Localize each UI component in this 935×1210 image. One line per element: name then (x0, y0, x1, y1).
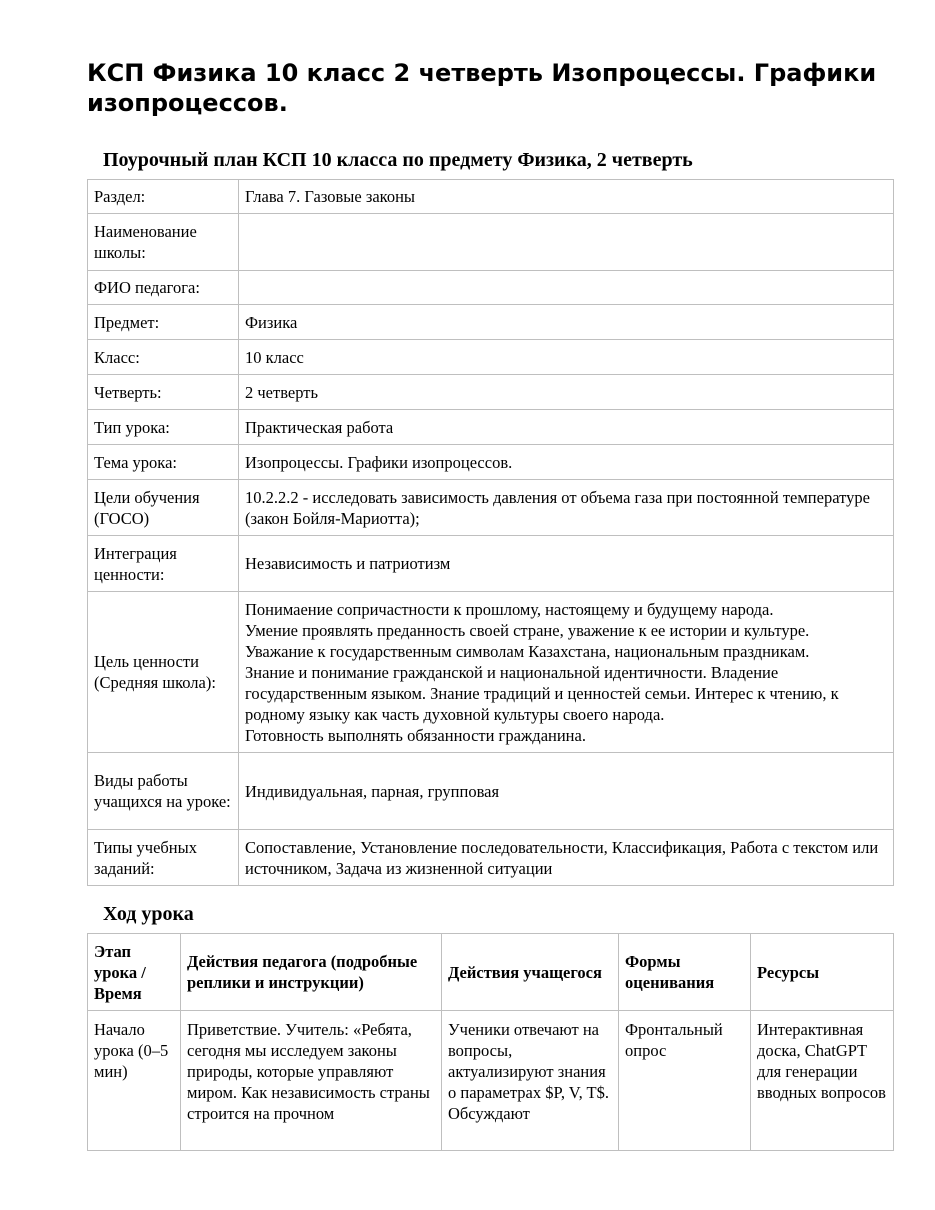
row-label: ФИО педагога: (88, 271, 239, 305)
row-value: Практическая работа (239, 410, 894, 445)
table-row (88, 410, 894, 445)
resources-cell: Интерактивная доска, ChatGPT для генерации вводных вопросов (751, 1011, 894, 1151)
row-value: Физика (239, 305, 894, 340)
row-label: Наименование школы: (88, 214, 239, 271)
column-header-assessment: Формы оценивания (619, 934, 751, 1011)
row-value: 10 класс (239, 340, 894, 375)
column-header-student-actions: Действия учащегося (442, 934, 619, 1011)
assessment-cell: Фронтальный опрос (619, 1011, 751, 1151)
row-value (239, 271, 894, 305)
student-actions-cell: Ученики отвечают на вопросы, актуализируют знания о параметрах $P, V, T$. Обсуждают (442, 1011, 619, 1151)
table-row (88, 340, 894, 375)
stage-cell: Начало урока (0–5 мин) (88, 1011, 181, 1151)
row-label: Интеграция ценности: (88, 536, 239, 592)
row-value (239, 214, 894, 271)
row-value: Изопроцессы. Графики изопроцессов. (239, 445, 894, 480)
row-label: Тема урока: (88, 445, 239, 480)
table-header-row (88, 934, 894, 1011)
row-label: Предмет: (88, 305, 239, 340)
lesson-flow-heading: Ход урока (103, 903, 194, 925)
table-row (88, 592, 894, 753)
row-value: Индивидуальная, парная, групповая (239, 753, 894, 830)
table-row (88, 445, 894, 480)
row-label: Тип урока: (88, 410, 239, 445)
table-row (88, 480, 894, 536)
teacher-actions-cell: Приветствие. Учитель: «Ребята, сегодня мы исследуем законы природы, которые управляют миром. Как независимость страны строится на прочном (181, 1011, 442, 1151)
table-row (88, 305, 894, 340)
table-row (88, 375, 894, 410)
column-header-teacher-actions: Действия педагога (подробные реплики и инструкции) (181, 934, 442, 1011)
row-label: Цели обучения (ГОСО) (88, 480, 239, 536)
row-label: Класс: (88, 340, 239, 375)
plan-info-table (87, 179, 894, 886)
table-row (88, 271, 894, 305)
row-label: Цель ценности (Средняя школа): (88, 592, 239, 753)
row-label: Виды работы учащихся на уроке: (88, 753, 239, 830)
table-row (88, 536, 894, 592)
row-value: Понимаение сопричастности к прошлому, настоящему и будущему народа. Умение проявлять преданность своей стране, уважение к ее истории и культуре. Уважание к государственным символам Казахстана, национальным праздникам. Знание и понимание гражданской и национальной идентичности. Владение государственным языком. Знание традиций и ценностей семьи. Интерес к чтению, к родному языку как часть духовной культуры своего народа. Готовность выполнять обязанности гражданина. (239, 592, 894, 753)
row-label: Типы учебных заданий: (88, 830, 239, 886)
row-label: Раздел: (88, 180, 239, 214)
column-header-resources: Ресурсы (751, 934, 894, 1011)
row-value: 2 четверть (239, 375, 894, 410)
lesson-flow-table (87, 933, 894, 1151)
row-label: Четверть: (88, 375, 239, 410)
row-value: Глава 7. Газовые законы (239, 180, 894, 214)
table-row (88, 753, 894, 830)
row-value: Независимость и патриотизм (239, 536, 894, 592)
plan-heading: Поурочный план КСП 10 класса по предмету Физика, 2 четверть (103, 149, 693, 171)
table-row (88, 214, 894, 271)
column-header-stage: Этап урока / Время (88, 934, 181, 1011)
row-value: Сопоставление, Установление последовательности, Классификация, Работа с текстом или источником, Задача из жизненной ситуации (239, 830, 894, 886)
row-value: 10.2.2.2 - исследовать зависимость давления от объема газа при постоянной температуре (закон Бойля-Мариотта); (239, 480, 894, 536)
table-row (88, 1011, 894, 1151)
page-title: КСП Физика 10 класс 2 четверть Изопроцессы. Графики изопроцессов. (87, 59, 877, 117)
table-row (88, 180, 894, 214)
table-row (88, 830, 894, 886)
